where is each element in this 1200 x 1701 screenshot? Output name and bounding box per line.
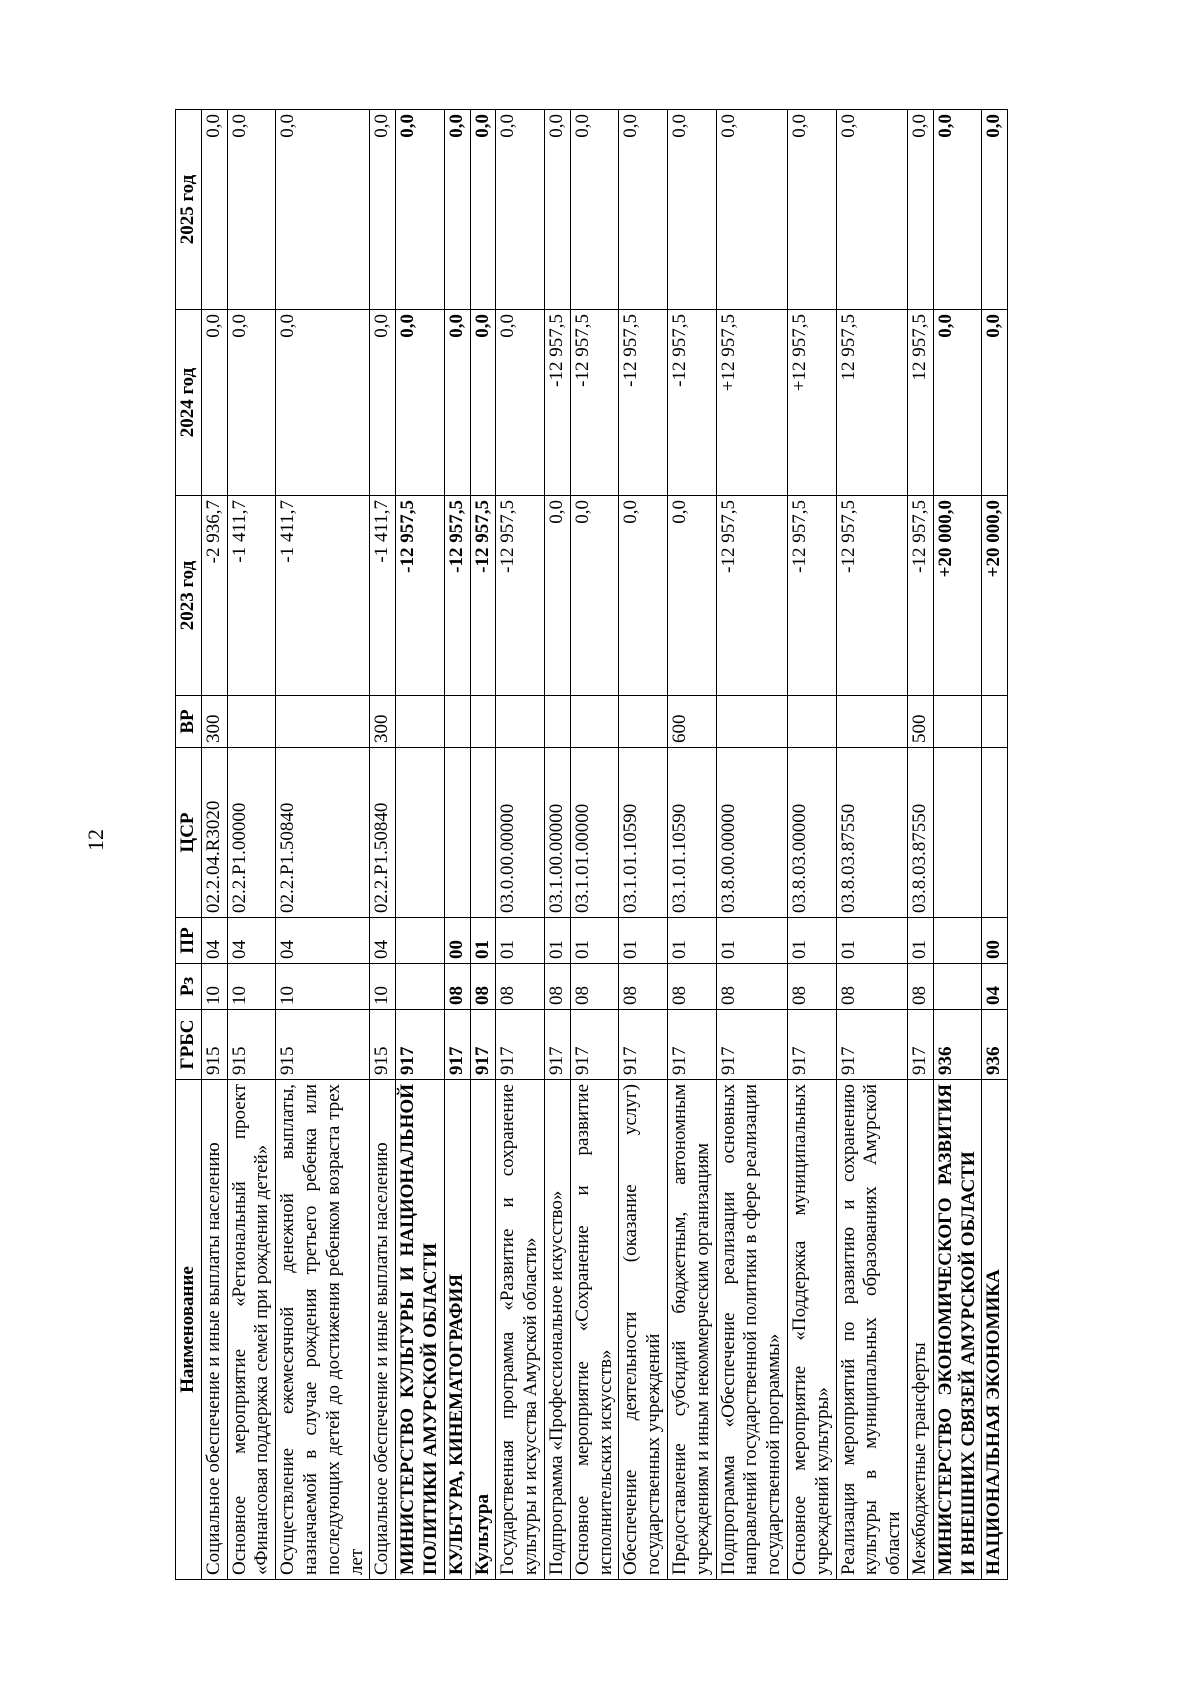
- cell-csr: 02.2.P1.50840: [370, 748, 396, 918]
- cell-rz: 10: [227, 964, 276, 1010]
- header-rz: Рз: [176, 964, 202, 1010]
- cell-pr: 01: [907, 918, 933, 964]
- table-body: [201, 110, 1007, 1580]
- cell-2023: 0,0: [667, 496, 716, 696]
- cell-grbs: 917: [787, 1010, 836, 1080]
- cell-2024: -12 957,5: [544, 310, 570, 496]
- cell-rz: 08: [836, 964, 907, 1010]
- table-row: [227, 110, 276, 1580]
- cell-pr: 00: [982, 918, 1008, 964]
- cell-grbs: 917: [444, 1010, 470, 1080]
- cell-2023: -1 411,7: [227, 496, 276, 696]
- cell-csr: 03.8.03.87550: [836, 748, 907, 918]
- cell-2023: -12 957,5: [716, 496, 787, 696]
- cell-2024: 12 957,5: [907, 310, 933, 496]
- cell-pr: 01: [787, 918, 836, 964]
- cell-name: Подпрограмма «Профессиональное искусство»: [544, 1080, 570, 1580]
- cell-2024: -12 957,5: [667, 310, 716, 496]
- rotated-page-content: [175, 110, 1075, 1580]
- cell-vr: 600: [667, 696, 716, 748]
- cell-csr: 03.1.01.10590: [667, 748, 716, 918]
- cell-csr: 02.2.04.R3020: [201, 748, 227, 918]
- cell-2023: -12 957,5: [836, 496, 907, 696]
- cell-2024: 0,0: [933, 310, 982, 496]
- cell-pr: 01: [470, 918, 496, 964]
- cell-2025: 0,0: [544, 110, 570, 310]
- cell-2025: 0,0: [496, 110, 545, 310]
- cell-2024: 0,0: [396, 310, 445, 496]
- cell-vr: [619, 696, 668, 748]
- cell-grbs: 915: [227, 1010, 276, 1080]
- cell-2024: +12 957,5: [787, 310, 836, 496]
- cell-pr: 01: [619, 918, 668, 964]
- cell-2023: 0,0: [544, 496, 570, 696]
- table-row: [276, 110, 370, 1580]
- cell-grbs: 917: [496, 1010, 545, 1080]
- cell-rz: 10: [276, 964, 370, 1010]
- cell-name: Основное мероприятие «Поддержка муниципальных учреждений культуры»: [787, 1080, 836, 1580]
- cell-vr: [836, 696, 907, 748]
- table-row: [836, 110, 907, 1580]
- cell-rz: 08: [544, 964, 570, 1010]
- cell-vr: [570, 696, 619, 748]
- table-row: [396, 110, 445, 1580]
- table-row: [982, 110, 1008, 1580]
- cell-2023: -12 957,5: [470, 496, 496, 696]
- cell-2025: 0,0: [667, 110, 716, 310]
- cell-vr: 300: [370, 696, 396, 748]
- cell-grbs: 915: [370, 1010, 396, 1080]
- cell-grbs: 917: [836, 1010, 907, 1080]
- cell-grbs: 915: [201, 1010, 227, 1080]
- cell-2025: 0,0: [470, 110, 496, 310]
- header-grbs: ГРБС: [176, 1010, 202, 1080]
- cell-2023: -12 957,5: [787, 496, 836, 696]
- header-csr: ЦСР: [176, 748, 202, 918]
- cell-2025: 0,0: [570, 110, 619, 310]
- table-row: [933, 110, 982, 1580]
- cell-2025: 0,0: [396, 110, 445, 310]
- cell-name: Государственная программа «Развитие и сохранение культуры и искусства Амурской области»: [496, 1080, 545, 1580]
- cell-grbs: 917: [544, 1010, 570, 1080]
- cell-rz: 08: [667, 964, 716, 1010]
- table-row: [570, 110, 619, 1580]
- cell-csr: 03.8.03.00000: [787, 748, 836, 918]
- cell-vr: 500: [907, 696, 933, 748]
- cell-2023: 0,0: [619, 496, 668, 696]
- cell-2024: -12 957,5: [570, 310, 619, 496]
- cell-pr: [933, 918, 982, 964]
- cell-grbs: 917: [470, 1010, 496, 1080]
- cell-pr: 01: [496, 918, 545, 964]
- cell-grbs: 936: [933, 1010, 982, 1080]
- table-row: [716, 110, 787, 1580]
- cell-vr: 300: [201, 696, 227, 748]
- cell-2024: 0,0: [276, 310, 370, 496]
- cell-2024: 0,0: [444, 310, 470, 496]
- cell-csr: 03.1.01.00000: [570, 748, 619, 918]
- cell-rz: 08: [470, 964, 496, 1010]
- cell-2024: 0,0: [982, 310, 1008, 496]
- cell-2025: 0,0: [444, 110, 470, 310]
- cell-vr: [787, 696, 836, 748]
- cell-rz: 08: [619, 964, 668, 1010]
- cell-grbs: 917: [570, 1010, 619, 1080]
- cell-csr: [933, 748, 982, 918]
- cell-name: Культура: [470, 1080, 496, 1580]
- cell-2025: 0,0: [619, 110, 668, 310]
- cell-csr: 03.8.00.00000: [716, 748, 787, 918]
- cell-2025: 0,0: [227, 110, 276, 310]
- cell-pr: 01: [570, 918, 619, 964]
- table-row: [787, 110, 836, 1580]
- cell-rz: 08: [716, 964, 787, 1010]
- cell-2023: +20 000,0: [982, 496, 1008, 696]
- cell-rz: 08: [787, 964, 836, 1010]
- cell-pr: 00: [444, 918, 470, 964]
- cell-name: Социальное обеспечение и иные выплаты населению: [370, 1080, 396, 1580]
- cell-pr: 01: [667, 918, 716, 964]
- cell-pr: 01: [836, 918, 907, 964]
- cell-csr: 02.2.P1.00000: [227, 748, 276, 918]
- table-header-row: [176, 110, 202, 1580]
- cell-csr: 03.0.00.00000: [496, 748, 545, 918]
- cell-2024: -12 957,5: [619, 310, 668, 496]
- cell-2023: -12 957,5: [396, 496, 445, 696]
- cell-rz: 08: [444, 964, 470, 1010]
- cell-rz: 10: [201, 964, 227, 1010]
- cell-grbs: 917: [396, 1010, 445, 1080]
- cell-2024: 0,0: [496, 310, 545, 496]
- cell-rz: [396, 964, 445, 1010]
- table-row: [370, 110, 396, 1580]
- cell-pr: 04: [227, 918, 276, 964]
- cell-name: Основное мероприятие «Региональный проект «Финансовая поддержка семей при рождении детей»: [227, 1080, 276, 1580]
- cell-vr: [982, 696, 1008, 748]
- budget-table: [175, 109, 1008, 1580]
- cell-vr: [396, 696, 445, 748]
- table-row: [907, 110, 933, 1580]
- cell-2023: -12 957,5: [907, 496, 933, 696]
- cell-2024: 0,0: [370, 310, 396, 496]
- cell-rz: 08: [907, 964, 933, 1010]
- cell-grbs: 917: [667, 1010, 716, 1080]
- cell-2023: -12 957,5: [496, 496, 545, 696]
- cell-grbs: 915: [276, 1010, 370, 1080]
- cell-csr: [444, 748, 470, 918]
- cell-2024: 0,0: [470, 310, 496, 496]
- cell-2024: 12 957,5: [836, 310, 907, 496]
- cell-pr: 04: [276, 918, 370, 964]
- cell-rz: 08: [496, 964, 545, 1010]
- cell-2023: +20 000,0: [933, 496, 982, 696]
- cell-name: НАЦИОНАЛЬНАЯ ЭКОНОМИКА: [982, 1080, 1008, 1580]
- cell-csr: 03.1.00.00000: [544, 748, 570, 918]
- table-row: [201, 110, 227, 1580]
- cell-csr: 03.8.03.87550: [907, 748, 933, 918]
- cell-pr: 04: [370, 918, 396, 964]
- cell-2025: 0,0: [716, 110, 787, 310]
- table-row: [544, 110, 570, 1580]
- cell-2025: 0,0: [907, 110, 933, 310]
- cell-grbs: 917: [716, 1010, 787, 1080]
- cell-name: Межбюджетные трансферты: [907, 1080, 933, 1580]
- cell-csr: 03.1.01.10590: [619, 748, 668, 918]
- cell-csr: 02.2.P1.50840: [276, 748, 370, 918]
- cell-pr: [396, 918, 445, 964]
- header-2024: 2024 год: [176, 310, 202, 496]
- cell-2025: 0,0: [982, 110, 1008, 310]
- header-pr: ПР: [176, 918, 202, 964]
- cell-2024: 0,0: [227, 310, 276, 496]
- cell-2025: 0,0: [370, 110, 396, 310]
- cell-vr: [933, 696, 982, 748]
- cell-name: МИНИСТЕРСТВО КУЛЬТУРЫ И НАЦИОНАЛЬНОЙ ПОЛИТИКИ АМУРСКОЙ ОБЛАСТИ: [396, 1080, 445, 1580]
- cell-2025: 0,0: [276, 110, 370, 310]
- cell-2024: +12 957,5: [716, 310, 787, 496]
- cell-grbs: 917: [907, 1010, 933, 1080]
- cell-vr: [227, 696, 276, 748]
- cell-vr: [544, 696, 570, 748]
- cell-csr: [982, 748, 1008, 918]
- cell-rz: 04: [982, 964, 1008, 1010]
- cell-grbs: 917: [619, 1010, 668, 1080]
- header-vr: ВР: [176, 696, 202, 748]
- cell-name: Основное мероприятие «Сохранение и развитие исполнительских искусств»: [570, 1080, 619, 1580]
- cell-name: КУЛЬТУРА, КИНЕМАТОГРАФИЯ: [444, 1080, 470, 1580]
- cell-pr: 01: [544, 918, 570, 964]
- cell-vr: [496, 696, 545, 748]
- cell-name: Социальное обеспечение и иные выплаты населению: [201, 1080, 227, 1580]
- page-number: 12: [83, 829, 108, 851]
- cell-pr: 01: [716, 918, 787, 964]
- cell-2025: 0,0: [201, 110, 227, 310]
- cell-name: Предоставление субсидий бюджетным, автономным учреждениям и иным некоммерческим организациям: [667, 1080, 716, 1580]
- cell-name: МИНИСТЕРСТВО ЭКОНОМИЧЕСКОГО РАЗВИТИЯ И ВНЕШНИХ СВЯЗЕЙ АМУРСКОЙ ОБЛАСТИ: [933, 1080, 982, 1580]
- cell-vr: [716, 696, 787, 748]
- cell-2025: 0,0: [787, 110, 836, 310]
- cell-name: Обеспечение деятельности (оказание услуг) государственных учреждений: [619, 1080, 668, 1580]
- cell-pr: 04: [201, 918, 227, 964]
- table-row: [444, 110, 470, 1580]
- cell-vr: [276, 696, 370, 748]
- table-row: [619, 110, 668, 1580]
- cell-grbs: 936: [982, 1010, 1008, 1080]
- cell-rz: 08: [570, 964, 619, 1010]
- cell-2023: -2 936,7: [201, 496, 227, 696]
- cell-name: Реализация мероприятий по развитию и сохранению культуры в муниципальных образованиях Амурской области: [836, 1080, 907, 1580]
- table-row: [470, 110, 496, 1580]
- cell-name: Осуществление ежемесячной денежной выплаты, назначаемой в случае рождения третьего ребенка или последующих детей до достижения ребенком возраста трех лет: [276, 1080, 370, 1580]
- header-2023: 2023 год: [176, 496, 202, 696]
- table-row: [496, 110, 545, 1580]
- header-name: Наименование: [176, 1080, 202, 1580]
- cell-2023: -1 411,7: [276, 496, 370, 696]
- cell-2024: 0,0: [201, 310, 227, 496]
- cell-csr: [470, 748, 496, 918]
- cell-2023: 0,0: [570, 496, 619, 696]
- cell-name: Подпрограмма «Обеспечение реализации основных направлений государственной политики в сфере реализации государственной программы»: [716, 1080, 787, 1580]
- table-row: [667, 110, 716, 1580]
- cell-rz: 10: [370, 964, 396, 1010]
- cell-2023: -1 411,7: [370, 496, 396, 696]
- cell-2025: 0,0: [836, 110, 907, 310]
- cell-rz: [933, 964, 982, 1010]
- cell-vr: [470, 696, 496, 748]
- cell-csr: [396, 748, 445, 918]
- cell-vr: [444, 696, 470, 748]
- cell-2025: 0,0: [933, 110, 982, 310]
- cell-2023: -12 957,5: [444, 496, 470, 696]
- header-2025: 2025 год: [176, 110, 202, 310]
